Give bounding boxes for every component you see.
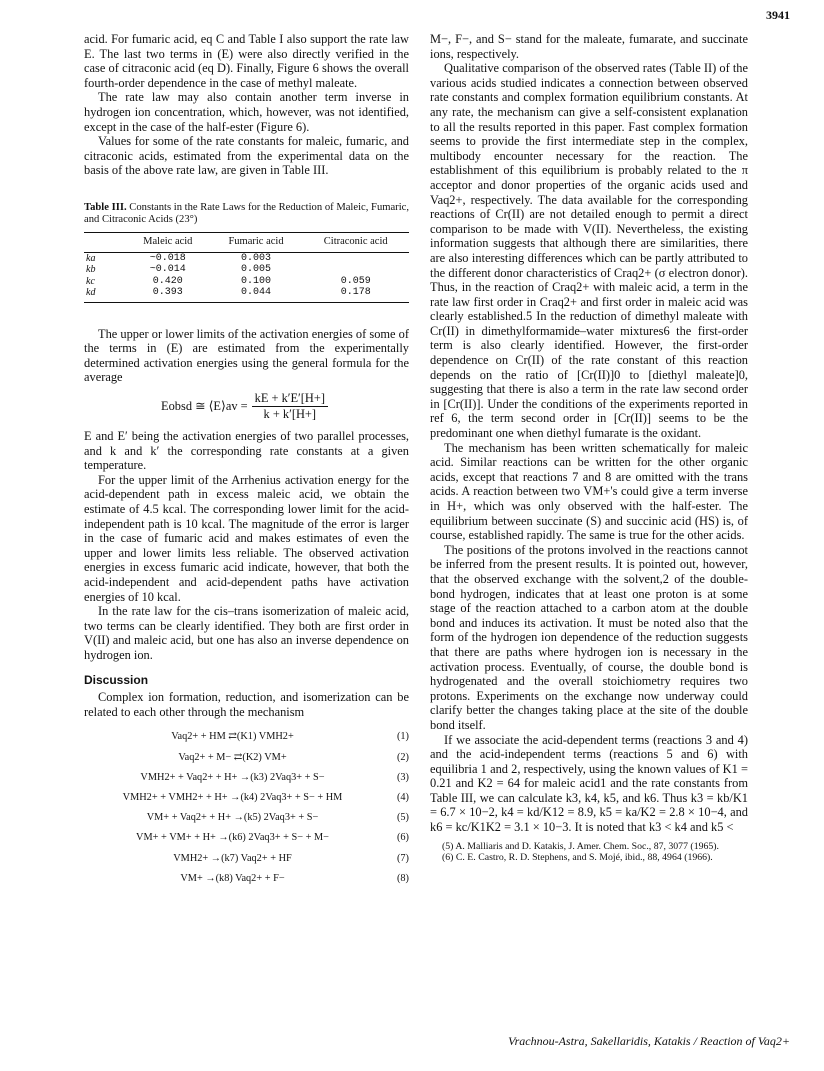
- section-heading: Discussion: [84, 672, 149, 687]
- equation-number: (3): [396, 771, 409, 783]
- table-header: Fumaric acid: [210, 232, 303, 252]
- table-cell: kc: [86, 275, 95, 287]
- formula-denominator: k + k′[H+]: [263, 406, 317, 421]
- table-header-row: [84, 232, 409, 252]
- table-cell: 0.178: [302, 287, 409, 302]
- table-cell: 0.003: [241, 252, 272, 264]
- equation: [84, 849, 409, 869]
- paragraph: Values for some of the rate constants for maleic, fumaric, and citraconic acids, estimated from the experimental data on the basis of the above rate law, are given in Table III.: [84, 134, 409, 178]
- table-label: Table III.: [84, 201, 127, 213]
- average-energy-formula: [84, 391, 409, 421]
- equation: [84, 788, 409, 808]
- table-cell: kb: [86, 264, 96, 276]
- table-cell: ~0.014: [149, 264, 186, 276]
- paragraph: M−, F−, and S− stand for the maleate, fumarate, and succinate ions, respectively.: [430, 32, 748, 61]
- table-cell: 0.100: [241, 275, 272, 287]
- table-cell: ka: [86, 252, 96, 264]
- formula-lhs: Eobsd ≅ ⟨E⟩av =: [161, 398, 248, 413]
- left-column: [84, 32, 409, 889]
- formula-numerator: kE + k′E′[H+]: [252, 391, 328, 407]
- equation-number: (4): [396, 791, 409, 803]
- table-row: [84, 287, 409, 302]
- equation-list: [84, 727, 409, 889]
- constants-table: [84, 232, 409, 303]
- equation-body: VM+ + Vaq2+ + H+ →(k5) 2Vaq3+ + S−: [146, 812, 319, 824]
- paragraph: Complex ion formation, reduction, and isomerization can be related to each other through the mechanism: [84, 690, 409, 719]
- equation-number: (7): [396, 852, 409, 864]
- table-cell: 0.393: [126, 287, 210, 302]
- equation-body: VMH2+ + VMH2+ + H+ →(k4) 2Vaq3+ + S− + HM: [122, 791, 343, 803]
- table-cell: 0.059: [340, 275, 371, 287]
- table-row: [84, 276, 409, 288]
- paragraph: The positions of the protons involved in the reactions cannot be inferred from the present results. It is pointed out, however, that the observed exchange with the solvent,2 of the double-bond hydrogen, indicates that at least one proton is at some stage of the reaction attached to a carbon atom at the double bond and induces its activation. It must be noted also that the form of the hydrogen ion dependence of the reduction suggests that there are paths where hydrogen ion is necessary in the activation process. Eventually, of course, the double bond is hydrogenated and the overall stoichiometry requires two protons. Experiments on the exchange now underway could clarify better the changes taking place at the site of the double bond itself.: [430, 542, 748, 732]
- formula-fraction: [252, 391, 328, 421]
- equation: [84, 808, 409, 828]
- table-caption-text: Constants in the Rate Laws for the Reduction of Maleic, Fumaric, and Citraconic Acids (23°): [84, 201, 409, 226]
- equation: [84, 748, 409, 768]
- equation-number: (5): [396, 812, 409, 824]
- table-header: [84, 232, 126, 252]
- references: [430, 841, 748, 864]
- equation: [84, 727, 409, 747]
- table-header: Citraconic acid: [302, 232, 409, 252]
- table-cell: kd: [84, 287, 126, 302]
- right-column: [430, 32, 748, 864]
- equation: [84, 869, 409, 889]
- equation-number: (6): [396, 832, 409, 844]
- equation: [84, 828, 409, 848]
- paragraph: E and E′ being the activation energies of two parallel processes, and k and k′ the corresponding rate constants at a given temperature.: [84, 429, 409, 473]
- paragraph: acid. For fumaric acid, eq C and Table I also support the rate law E. The last two terms in (E) were also directly verified in the case of citraconic acid (eq D). Finally, Figure 6 shows the overall fourth-order dependence in the case of methyl maleate.: [84, 32, 409, 90]
- reference-item: (6) C. E. Castro, R. D. Stephens, and S. Mojé, ibid., 88, 4964 (1966).: [442, 852, 713, 864]
- table-cell: ~0.018: [149, 252, 186, 264]
- table-cell: 0.420: [152, 275, 183, 287]
- table-row: [84, 252, 409, 264]
- table-cell: [302, 264, 409, 276]
- paragraph: The rate law may also contain another term inverse in hydrogen ion concentration, which, however, was not identified, except in the case of the half-ester (Figure 6).: [84, 90, 409, 134]
- table-caption: [84, 202, 409, 227]
- equation-body: VMH2+ →(k7) Vaq2+ + HF: [173, 852, 292, 864]
- reference-item: (5) A. Malliaris and D. Katakis, J. Amer. Chem. Soc., 87, 3077 (1965).: [442, 840, 720, 852]
- table-row: [84, 264, 409, 276]
- table-header: Maleic acid: [126, 232, 210, 252]
- page-number: 3941: [766, 8, 790, 22]
- paragraph: The upper or lower limits of the activation energies of some of the terms in (E) are estimated from the experimentally determined activation energies using the general formula for the average: [84, 326, 409, 385]
- equation-number: (8): [396, 872, 409, 884]
- equation-number: (2): [396, 751, 409, 763]
- equation-body: VM+ + VM+ + H+ →(k6) 2Vaq3+ + S− + M−: [136, 832, 329, 844]
- equation-body: VM+ →(k8) Vaq2+ + F−: [180, 872, 285, 884]
- table-cell: 0.044: [210, 287, 303, 302]
- paragraph: In the rate law for the cis–trans isomerization of maleic acid, two terms can be clearly identified. They both are first order in V(II) and maleic acid, but one has also an inverse dependence on hydrogen ion.: [84, 604, 409, 662]
- equation-body: Vaq2+ + HM ⇄(K1) VMH2+: [171, 731, 294, 743]
- equation-body: Vaq2+ + M− ⇄(K2) VM+: [178, 751, 287, 763]
- paragraph: For the upper limit of the Arrhenius activation energy for the acid-dependent path in excess maleic acid, we obtain the estimate of 4.5 kcal. The corresponding lower limit for the acid-independent path is 10 kcal. The magnitude of the error is larger in the case of fumaric acid and makes estimates of even the upper and lower limits less reliable. The observed activation energies in excess fumaric acid indicate, however, that both the acid-independent and acid-dependent paths have activation energies of 10 kcal.: [84, 472, 409, 604]
- equation: [84, 768, 409, 788]
- paragraph: If we associate the acid-dependent terms (reactions 3 and 4) and the acid-independent terms (reactions 5 and 6) with equilibria 1 and 2, respectively, using the known values of K1 = 0.21 and K2 = 64 for maleic acid1 and the rate constants from Table III, we can calculate k3, k4, k5, and k6. Thus k3 = kb/K1 = 6.7 × 10−2, k4 = kd/K12 = 8.9, k5 = ka/K2 = 2.8 × 10−4, and k6 = kc/K1K2 = 3.1 × 10−3. It is noted that k3 < k4 and k5 <: [430, 732, 748, 835]
- equation-number: (1): [396, 731, 409, 743]
- paragraph: The mechanism has been written schematically for maleic acid. Similar reactions can be written for the other organic acids, except that reactions 7 and 8 are omitted with the trans acids. A reaction between two VM+'s could give a term inverse in H+, which was only observed with the half-ester. The equilibrium between succinate (S) and succinic acid (HS) is, of course, established rapidly. The same is true for the other acids.: [430, 440, 748, 543]
- table-cell: [302, 252, 409, 264]
- running-footer: Vrachnou-Astra, Sakellaridis, Katakis / Reaction of Vaq2+: [508, 1034, 790, 1048]
- paragraph: Qualitative comparison of the observed rates (Table II) of the various acids studied indicates a connection between observed rate constants and complex formation equilibrium constants. At any rate, the mechanism can give a self-consistent explanation to all the results reported in this paper. Fast complex formation seems to provide the first intermediate step in the complex, multibody encounter necessary for the reaction. The establishment of this equilibrium is probably related to the π acceptor and donor properties of the organic acids used and Vaq2+, respectively. The data available for the corresponding reactions of Cr(II) are not detailed enough to permit a direct comparison to be made with V(II). Nevertheless, the existing information suggests that although there are similarities, there are also interesting differences which can be partly attributed to the different donor characteristics of Craq2+ (σ electron donor). Thus, in the reaction of Craq2+ with maleic acid, a term in the rate law first order in Craq2+ and first order in maleic acid was clearly established.5 In the reduction of dimethyl maleate with Cr(II) in dimethylformamide–water mixtures6 the first-order term is also clearly identified. However, the first-order dependence on Cr(II) of the rate constant of this reaction depends on the ratio of [Cr(II)]0 to [diethyl maleate]0, suggesting that there is also a term in the rate law second order in [Cr(II)]. Under the conditions of the experiments reported in ref 6, the term second order in [Cr(II)] seems to be the predominant one when diethyl fumarate is the oxidant.: [430, 61, 748, 441]
- table-cell: 0.005: [241, 264, 272, 276]
- equation-body: VMH2+ + Vaq2+ + H+ →(k3) 2Vaq3+ + S−: [140, 771, 325, 783]
